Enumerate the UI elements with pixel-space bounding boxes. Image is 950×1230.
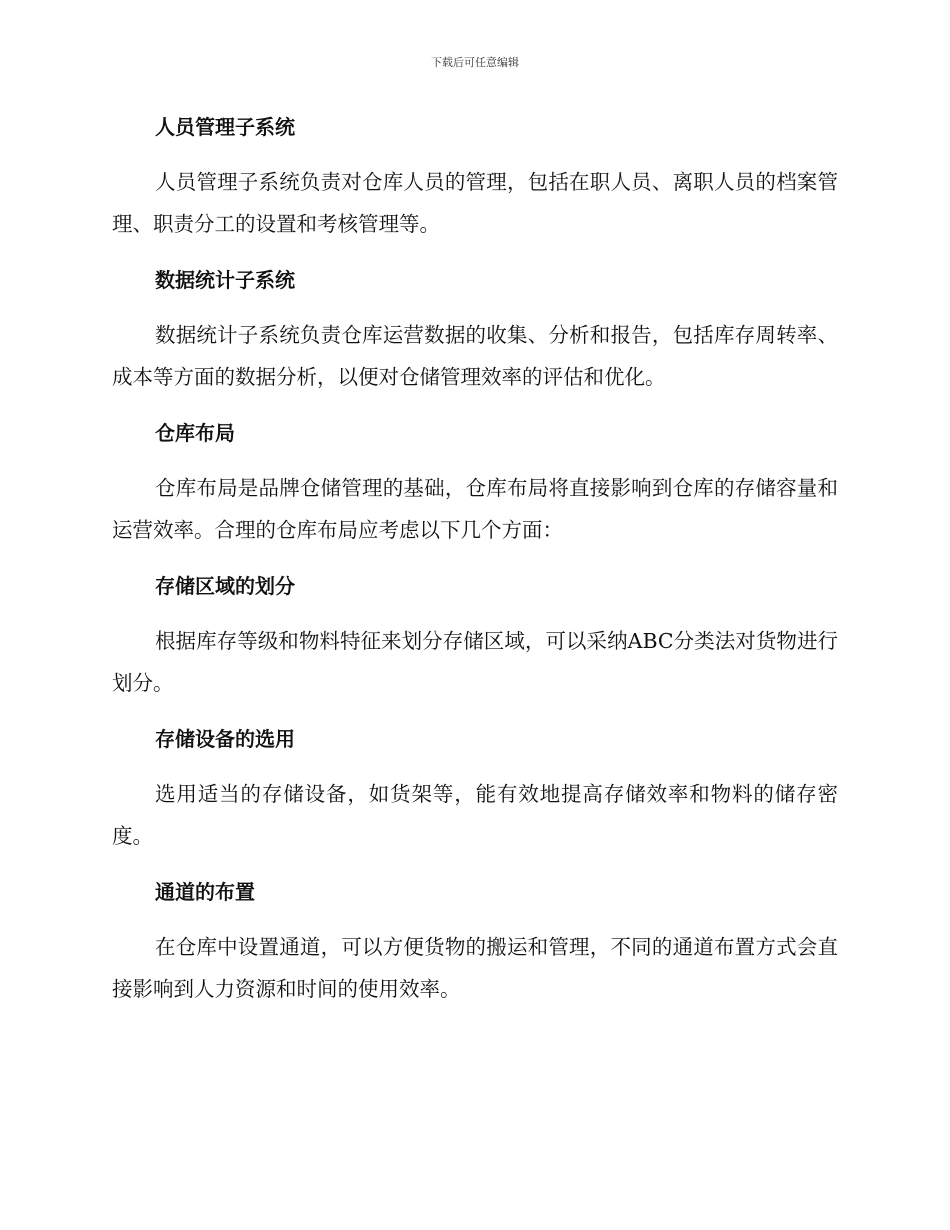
section-body-aisles: 在仓库中设置通道，可以方便货物的搬运和管理，不同的通道布置方式会直接影响到人力资源和时间的使用效率。 <box>112 935 838 1001</box>
section-title-statistics: 数据统计子系统 <box>155 268 295 292</box>
section-title-storage-zones: 存储区域的划分 <box>155 574 295 598</box>
section-title-aisles: 通道的布置 <box>155 880 255 904</box>
page-header-note: 下载后可任意编辑 <box>431 56 519 69</box>
document-body <box>112 108 838 1026</box>
section-title-storage-equipment: 存储设备的选用 <box>155 727 295 751</box>
section-body-layout: 仓库布局是品牌仓储管理的基础，仓库布局将直接影响到仓库的存储容量和运营效率。合理的仓库布局应考虑以下几个方面： <box>112 476 838 542</box>
section-body-personnel: 人员管理子系统负责对仓库人员的管理，包括在职人员、离职人员的档案管理、职责分工的设置和考核管理等。 <box>112 170 838 236</box>
section-body-statistics: 数据统计子系统负责仓库运营数据的收集、分析和报告，包括库存周转率、成本等方面的数据分析，以便对仓储管理效率的评估和优化。 <box>112 323 838 389</box>
section-title-personnel: 人员管理子系统 <box>155 115 295 139</box>
section-body-storage-zones: 根据库存等级和物料特征来划分存储区域，可以采纳ABC分类法对货物进行划分。 <box>112 629 838 695</box>
section-body-storage-equipment: 选用适当的存储设备，如货架等，能有效地提高存储效率和物料的储存密度。 <box>112 782 838 848</box>
section-title-layout: 仓库布局 <box>155 421 235 445</box>
